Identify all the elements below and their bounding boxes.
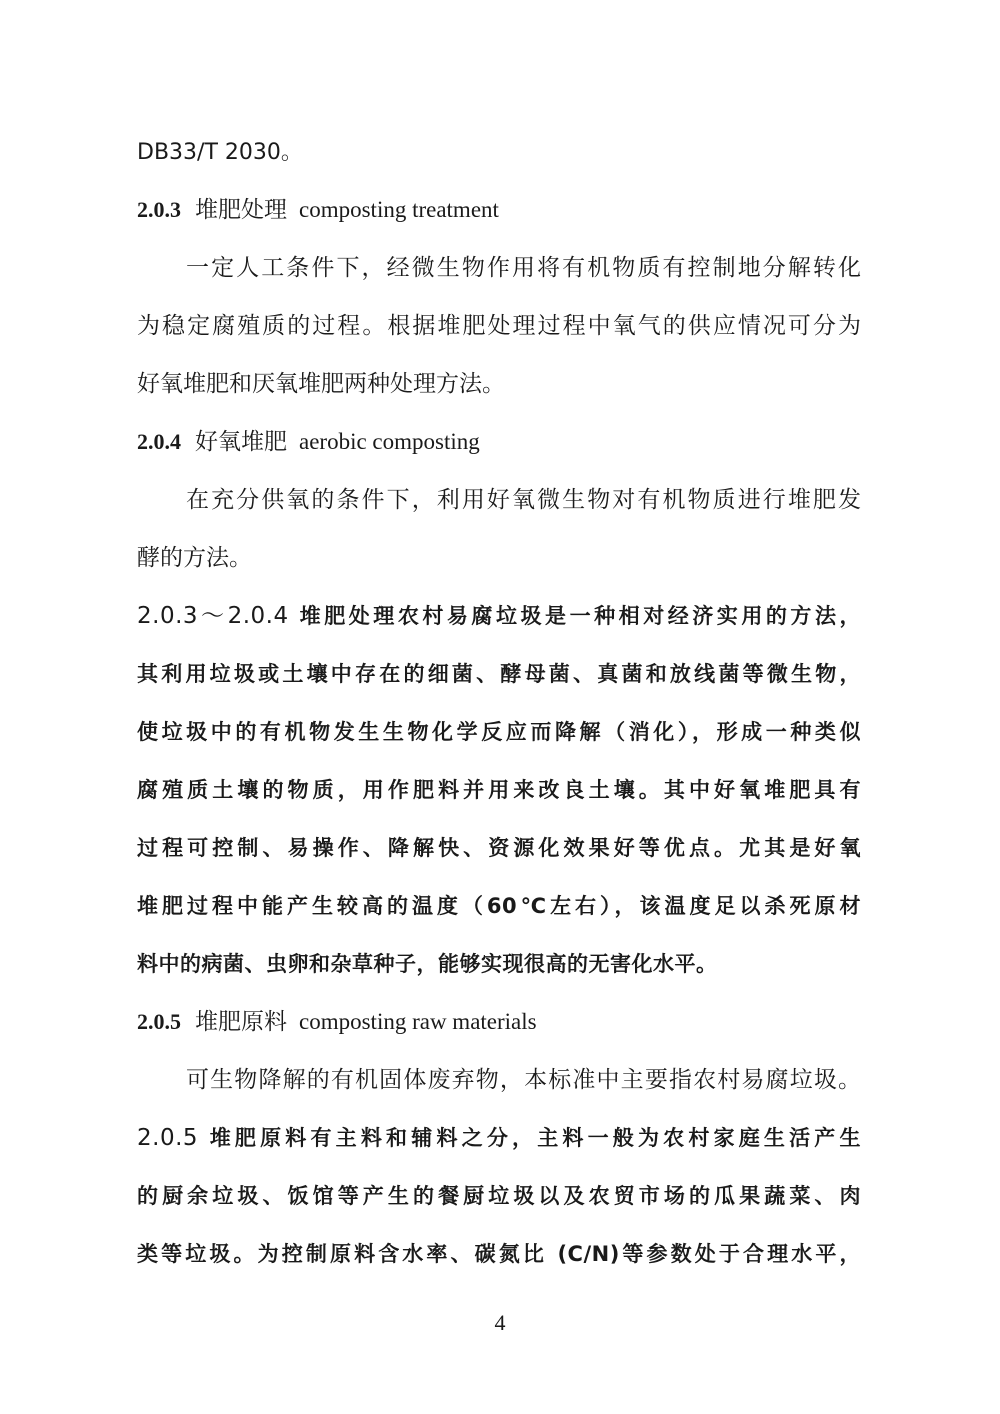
explanation-note-line: 使垃圾中的有机物发生生物化学反应而降解（消化），形成一种类似: [137, 720, 861, 744]
term-zh: 堆肥处理: [195, 197, 287, 223]
body-line: 酵的方法。: [137, 545, 252, 571]
term-heading-2-0-5: [137, 1006, 861, 1038]
term-number: 2.0.4: [137, 429, 181, 454]
term-heading-2-0-3: [137, 194, 861, 226]
page-number: 4: [494, 1310, 506, 1335]
body-line: 好氧堆肥和厌氧堆肥两种处理方法。: [137, 371, 505, 397]
explanation-note-line: 其利用垃圾或土壤中存在的细菌、酵母菌、真菌和放线菌等微生物，: [137, 662, 861, 686]
body-line: 可生物降解的有机固体废弃物，本标准中主要指农村易腐垃圾。: [186, 1067, 861, 1093]
note-ref: 2.0.3～2.0.4: [137, 603, 289, 629]
term-zh: 堆肥原料: [195, 1009, 287, 1035]
explanation-note-line: 料中的病菌、虫卵和杂草种子，能够实现很高的无害化水平。: [137, 952, 718, 976]
continuation-line: DB33/T 2030。: [137, 140, 303, 165]
body-line: 为稳定腐殖质的过程。根据堆肥处理过程中氧气的供应情况可分为: [137, 313, 861, 339]
term-number: 2.0.3: [137, 197, 181, 222]
explanation-note-line: 2.0.3～2.0.4 堆肥处理农村易腐垃圾是一种相对经济实用的方法，: [137, 603, 861, 629]
explanation-note-line: 堆肥过程中能产生较高的温度（60℃左右），该温度足以杀死原材: [137, 894, 861, 918]
term-en: composting treatment: [299, 197, 499, 222]
term-en: aerobic composting: [299, 429, 480, 454]
explanation-note-line: 类等垃圾。为控制原料含水率、碳氮比 (C/N)等参数处于合理水平，: [137, 1242, 861, 1266]
body-line: 在充分供氧的条件下，利用好氧微生物对有机物质进行堆肥发: [186, 487, 861, 513]
explanation-note-line: 2.0.5 堆肥原料有主料和辅料之分，主料一般为农村家庭生活产生: [137, 1125, 861, 1151]
note-ref: 2.0.5: [137, 1125, 199, 1151]
term-zh: 好氧堆肥: [195, 429, 287, 455]
term-number: 2.0.5: [137, 1009, 181, 1034]
term-en: composting raw materials: [299, 1009, 537, 1034]
body-line: 一定人工条件下，经微生物作用将有机物质有控制地分解转化: [186, 255, 861, 281]
explanation-note-line: 腐殖质土壤的物质，用作肥料并用来改良土壤。其中好氧堆肥具有: [137, 778, 861, 802]
explanation-note-line: 的厨余垃圾、饭馆等产生的餐厨垃圾以及农贸市场的瓜果蔬菜、肉: [137, 1184, 861, 1208]
term-heading-2-0-4: [137, 426, 861, 458]
explanation-note-line: 过程可控制、易操作、降解快、资源化效果好等优点。尤其是好氧: [137, 836, 861, 860]
